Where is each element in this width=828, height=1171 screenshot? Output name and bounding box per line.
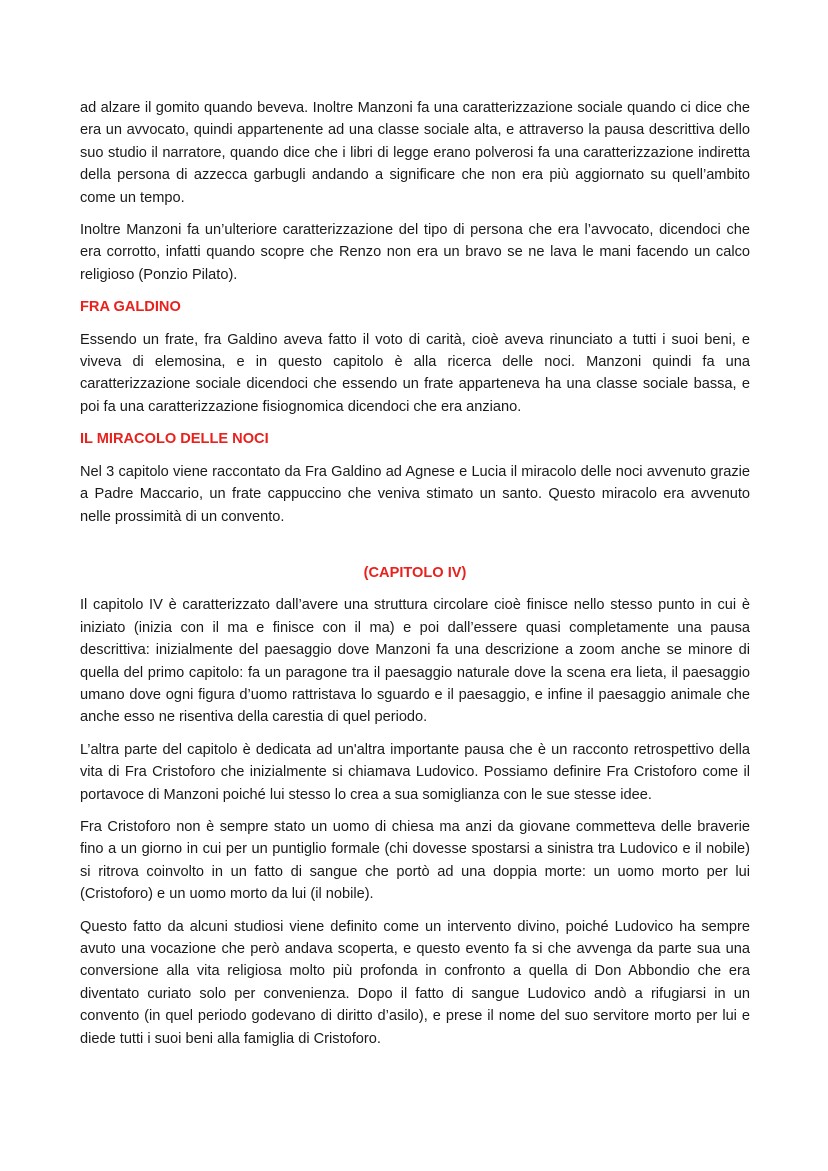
heading-fra-galdino: FRA GALDINO [80, 299, 181, 316]
document-page [80, 97, 750, 1060]
paragraph-capitolo-iv-2: L’altra parte del capitolo è dedicata ad un'altra importante pausa che è un racconto retrospettivo della vita di Fra Cristoforo che inizialmente si chiamava Ludovico. Possiamo definire Fra Cristoforo come il portavoce di Manzoni poiché lui stesso lo crea a sua somiglianza con le sue stesse idee. [80, 741, 750, 803]
heading-miracolo-noci: IL MIRACOLO DELLE NOCI [80, 431, 269, 448]
paragraph-capitolo-iv-3: Fra Cristoforo non è sempre stato un uomo di chiesa ma anzi da giovane commetteva delle braverie fino a un giorno in cui per un puntiglio formale (chi dovesse spostarsi a sinistra tra Ludovico e il nobile) si ritrova coinvolto in un fatto di sangue che portò ad una doppia morte: un uomo morto per lui (Cristoforo) e un uomo morto da lui (il nobile). [80, 818, 750, 903]
paragraph-miracolo-noci: Nel 3 capitolo viene raccontato da Fra Galdino ad Agnese e Lucia il miracolo delle noci avvenuto grazie a Padre Maccario, un frate cappuccino che veniva stimato un santo. Questo miracolo era avvenuto nelle prossimità di un convento. [80, 463, 750, 525]
paragraph-azzecca-garbugli-1: ad alzare il gomito quando beveva. Inoltre Manzoni fa una caratterizzazione sociale quando ci dice che era un avvocato, quindi appartenente ad una classe sociale alta, e attraverso la pausa descrittiva dello suo studio il narratore, quando dice che i libri di legge erano polverosi fa una caratterizzazione indiretta della persona di azzecca garbugli andando a significare che non era più aggiornato su quell’ambito come un tempo. [80, 100, 750, 206]
paragraph-capitolo-iv-4: Questo fatto da alcuni studiosi viene definito come un intervento divino, poiché Ludovico ha sempre avuto una vocazione che però andava scoperta, e questo evento fa si che avvenga da parte sua una conversione alla vita religiosa molto più profonda in confronto a quella di Don Abbondio che era diventato curiato solo per convenienza. Dopo il fatto di sangue Ludovico andò a rifugiarsi in un convento (in quel periodo godevano di diritto d’asilo), e prese il nome del suo servitore morto per lui e diede tutti i suoi beni alla famiglia di Cristoforo. [80, 918, 750, 1047]
chapter-title: (CAPITOLO IV) [363, 564, 467, 581]
paragraph-azzecca-garbugli-2: Inoltre Manzoni fa un’ulteriore caratterizzazione del tipo di persona che era l’avvocato, dicendoci che era corrotto, infatti quando scopre che Renzo non era un bravo se ne lava le mani facendo un calco religioso (Ponzio Pilato). [80, 222, 750, 283]
paragraph-capitolo-iv-1: Il capitolo IV è caratterizzato dall’avere una struttura circolare cioè finisce nello stesso punto in cui è iniziato (inizia con il ma e finisce con il ma) e poi dall’essere quasi completamente una pausa descrittiva: inizialmente del paesaggio dove Manzoni fa una descrizione a zoom anche se minore di quella del primo capitolo: fa un paragone tra il paesaggio naturale dove la scena era lieta, il paesaggio umano dove ogni figura d’uomo rattristava lo sguardo e il paesaggio, e infine il paesaggio animale che anche esso ne risentiva della carestia di quel periodo. [80, 597, 750, 726]
paragraph-fra-galdino: Essendo un frate, fra Galdino aveva fatto il voto di carità, cioè aveva rinunciato a tutti i suoi beni, e viveva di elemosina, e in questo capitolo è alla ricerca delle noci. Manzoni quindi fa una caratterizzazione sociale dicendoci che essendo un frate apparteneva ha una classe sociale bassa, e poi fa una caratterizzazione fisiognomica dicendoci che era anziano. [80, 331, 750, 415]
